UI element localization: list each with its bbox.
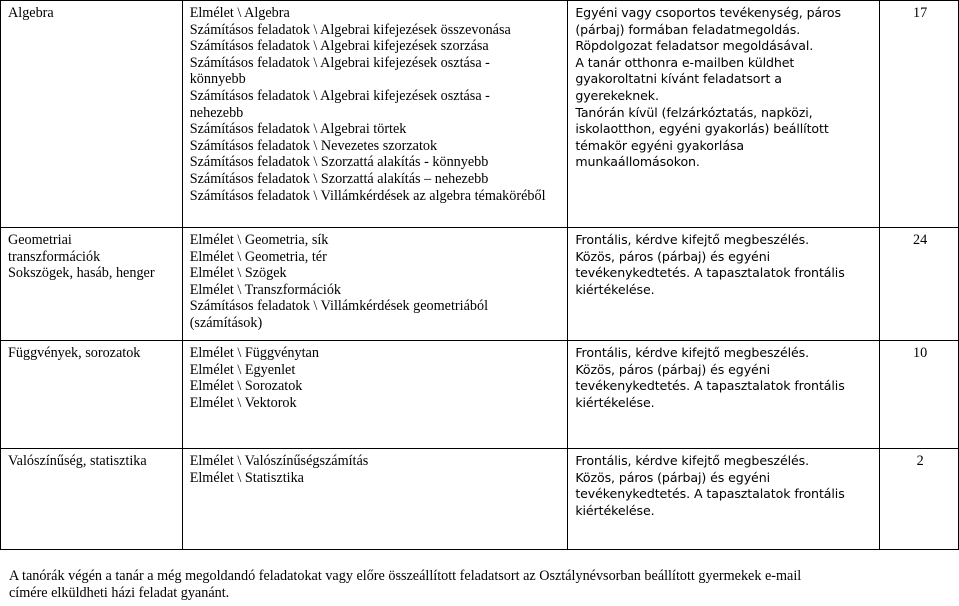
content-cell-line: (számítások) (189, 314, 263, 331)
topic-cell-line: Sokszögek, hasáb, henger (8, 265, 155, 282)
content-cell-line: Számításos feladatok \ Algebrai kifejezések szorzása (189, 38, 489, 55)
method-cell-line: kiértékelése. (575, 502, 655, 518)
content-cell-line: Számításos feladatok \ Villámkérdések geometriából (189, 298, 489, 315)
hours-cell (880, 341, 959, 449)
content-cell-line: Elmélet \ Szögek (189, 265, 287, 282)
content-cell-line: Számításos feladatok \ Algebrai kifejezések összevonása (189, 21, 511, 38)
content-cell-line: Elmélet \ Geometria, tér (189, 248, 327, 265)
curriculum-table-body (1, 1, 959, 550)
topic-cell-line: transzformációk (8, 248, 101, 265)
hours-cell-value: 2 (916, 453, 924, 469)
topic-cell (1, 228, 183, 341)
table-row (1, 1, 959, 228)
content-cell-line: Elmélet \ Geometria, sík (189, 232, 329, 248)
method-cell-line: Közös, páros (párbaj) és egyéni (575, 248, 770, 264)
content-cell (182, 1, 568, 228)
content-cell-line: Számításos feladatok \ Nevezetes szorzatok (189, 137, 438, 154)
table-row (1, 449, 959, 550)
table-row (1, 228, 959, 341)
hours-cell (880, 228, 959, 341)
method-cell-line: Közös, páros (párbaj) és egyéni (575, 469, 770, 485)
method-cell-line: témakör egyéni gyakorlása (575, 137, 745, 153)
content-cell-line: Elmélet \ Sorozatok (189, 378, 303, 395)
method-cell-line: Tanórán kívül (felzárkóztatás, napközi, (575, 104, 813, 120)
content-cell-line: Számításos feladatok \ Algebrai törtek (189, 121, 407, 138)
method-cell-line: kiértékelése. (575, 394, 655, 410)
content-cell-line: Elmélet \ Vektorok (189, 394, 297, 411)
content-cell-line: Számításos feladatok \ Villámkérdések az algebra témaköréből (189, 187, 546, 204)
table-row (1, 341, 959, 449)
method-cell-line: tevékenykedtetés. A tapasztalatok frontális (575, 265, 845, 281)
content-cell (182, 341, 568, 449)
content-cell-line: könnyebb (189, 71, 246, 88)
method-cell-line: munkaállomásokon. (575, 154, 700, 170)
method-cell (568, 341, 880, 449)
method-cell-line: Frontális, kérdve kifejtő megbeszélés. (575, 232, 809, 247)
topic-cell (1, 341, 183, 449)
method-cell-line: gyakoroltatni kívánt feladatsort a (575, 71, 782, 87)
topic-cell-line: Geometriai (8, 232, 72, 248)
method-cell-line: Röpdolgozat feladatsor megoldásával. (575, 38, 814, 54)
footer-line-2: címére elküldheti házi feladat gyanánt. (9, 584, 230, 601)
content-cell-line: nehezebb (189, 104, 244, 121)
method-cell-line: A tanár otthonra e-mailben küldhet (575, 54, 795, 70)
content-cell-line: Számításos feladatok \ Szorzattá alakítás – nehezebb (189, 170, 489, 187)
method-cell-line: Frontális, kérdve kifejtő megbeszélés. (575, 453, 809, 468)
method-cell (568, 228, 880, 341)
hours-cell-value: 10 (913, 345, 928, 361)
topic-cell (1, 449, 183, 550)
method-cell-line: Közös, páros (párbaj) és egyéni (575, 361, 770, 377)
footer-line-1: A tanórák végén a tanár a még megoldandó feladatokat vagy előre összeállított feladatsort az Osztálynévsorban beállított gyermekek e-mail (9, 568, 802, 584)
method-cell-line: Frontális, kérdve kifejtő megbeszélés. (575, 345, 809, 360)
content-cell-line: Elmélet \ Statisztika (189, 469, 304, 486)
content-cell-line: Elmélet \ Egyenlet (189, 361, 296, 378)
method-cell-line: tevékenykedtetés. A tapasztalatok frontális (575, 378, 845, 394)
topic-cell-line: Valószínűség, statisztika (8, 453, 147, 469)
topic-cell (1, 1, 183, 228)
method-cell (568, 1, 880, 228)
hours-cell-value: 24 (913, 232, 928, 248)
hours-cell-value: 17 (913, 5, 928, 21)
topic-cell-line: Függvények, sorozatok (8, 345, 141, 361)
method-cell-line: iskolaotthon, egyéni gyakorlás) beállított (575, 121, 829, 137)
content-cell-line: Számításos feladatok \ Algebrai kifejezések osztása - (189, 87, 490, 104)
method-cell-line: tevékenykedtetés. A tapasztalatok frontális (575, 486, 845, 502)
method-cell-line: Egyéni vagy csoportos tevékenység, páros (575, 5, 841, 20)
footer-note (9, 568, 939, 601)
hours-cell (880, 449, 959, 550)
method-cell-line: kiértékelése. (575, 281, 655, 297)
content-cell-line: Elmélet \ Függvénytan (189, 345, 319, 361)
content-cell-line: Számításos feladatok \ Algebrai kifejezések osztása - (189, 54, 490, 71)
content-cell-line: Elmélet \ Transzformációk (189, 281, 342, 298)
method-cell (568, 449, 880, 550)
hours-cell (880, 1, 959, 228)
content-cell-line: Elmélet \ Algebra (189, 5, 290, 21)
content-cell (182, 449, 568, 550)
method-cell-line: gyerekeknek. (575, 87, 659, 103)
content-cell-line: Elmélet \ Valószínűségszámítás (189, 453, 369, 469)
content-cell-line: Számításos feladatok \ Szorzattá alakítás - könnyebb (189, 154, 489, 171)
topic-cell-line: Algebra (8, 5, 54, 21)
method-cell-line: (párbaj) formában feladatmegoldás. (575, 21, 801, 37)
content-cell (182, 228, 568, 341)
